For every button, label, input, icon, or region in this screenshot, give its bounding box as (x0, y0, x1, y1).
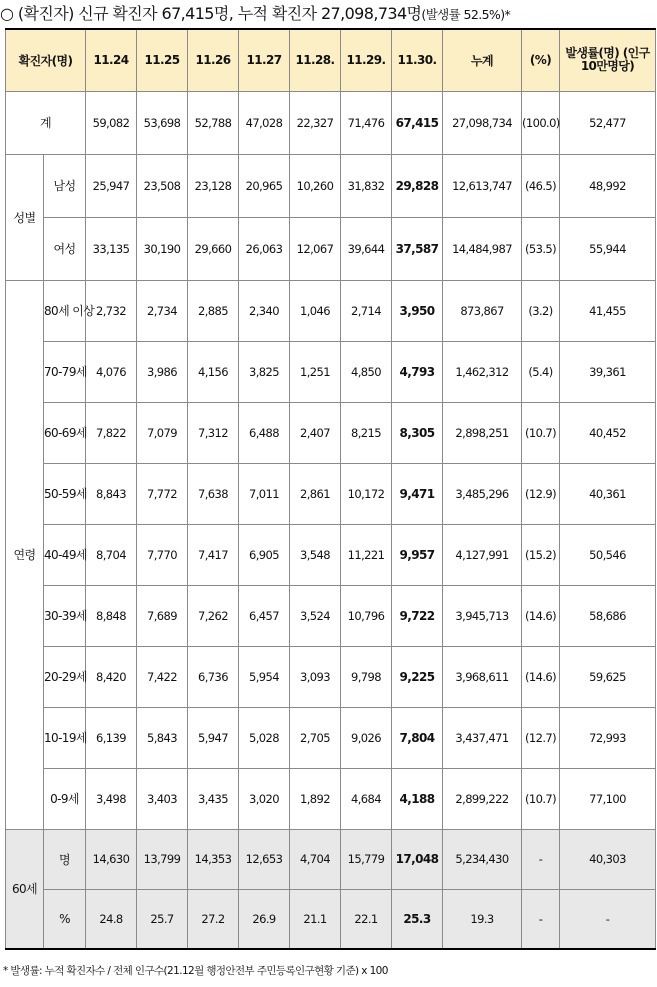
cell: 7,689 (137, 585, 188, 646)
cell-latest: 9,471 (392, 463, 443, 524)
cell: 47,028 (239, 91, 290, 154)
cell-latest: 9,957 (392, 524, 443, 585)
cell: 41,455 (560, 280, 656, 341)
cell: (12.7) (522, 707, 560, 768)
cell: 1,892 (290, 768, 341, 829)
row-label: 70-79세 (44, 341, 86, 402)
cell: (14.6) (522, 646, 560, 707)
row-label: 남성 (44, 154, 86, 217)
cell: 72,993 (560, 707, 656, 768)
table-row (6, 402, 656, 463)
cell: 48,992 (560, 154, 656, 217)
table-row (6, 768, 656, 829)
cell: 1,462,312 (443, 341, 522, 402)
cell: 10,260 (290, 154, 341, 217)
table-row (6, 217, 656, 280)
cell: - (522, 889, 560, 949)
cell: 4,127,991 (443, 524, 522, 585)
cell: 7,011 (239, 463, 290, 524)
row-label: 50-59세 (44, 463, 86, 524)
cell: 4,076 (86, 341, 137, 402)
cell-latest: 37,587 (392, 217, 443, 280)
cell: 13,799 (137, 829, 188, 889)
cell: 39,644 (341, 217, 392, 280)
cell: 8,848 (86, 585, 137, 646)
cell: (10.7) (522, 402, 560, 463)
cell: 6,457 (239, 585, 290, 646)
cell: 2,861 (290, 463, 341, 524)
cell: 2,899,222 (443, 768, 522, 829)
cell: 27,098,734 (443, 91, 522, 154)
group-label-age: 연령 (6, 280, 44, 829)
cell: 22,327 (290, 91, 341, 154)
cell: 39,361 (560, 341, 656, 402)
cell: 59,625 (560, 646, 656, 707)
cell-latest: 9,722 (392, 585, 443, 646)
cell-latest: 17,048 (392, 829, 443, 889)
cell: 2,734 (137, 280, 188, 341)
cell: 6,736 (188, 646, 239, 707)
cell: 6,905 (239, 524, 290, 585)
cell: 4,156 (188, 341, 239, 402)
cell: 2,340 (239, 280, 290, 341)
cell-latest: 25.3 (392, 889, 443, 949)
cell: 7,822 (86, 402, 137, 463)
cell: 4,704 (290, 829, 341, 889)
row-label: 40-49세 (44, 524, 86, 585)
cell: 6,488 (239, 402, 290, 463)
cell: (3.2) (522, 280, 560, 341)
cell: 26,063 (239, 217, 290, 280)
cell: 22.1 (341, 889, 392, 949)
cell: 3,986 (137, 341, 188, 402)
table-row (6, 280, 656, 341)
cell: 59,082 (86, 91, 137, 154)
header-date: 11.24 (86, 29, 137, 91)
cell: - (560, 889, 656, 949)
cell: 5,843 (137, 707, 188, 768)
cell: 29,660 (188, 217, 239, 280)
cell: (100.0) (522, 91, 560, 154)
header-percent: (%) (522, 29, 560, 91)
cell: 25,947 (86, 154, 137, 217)
table-row (6, 463, 656, 524)
cell: 873,867 (443, 280, 522, 341)
footnote: * 발생률: 누적 확진자수 / 전체 인구수(21.12월 행정안전부 주민등록인구현황 기준) x 100 (3, 965, 388, 977)
cell: 21.1 (290, 889, 341, 949)
table-row (6, 829, 656, 889)
cell: 3,437,471 (443, 707, 522, 768)
header-date: 11.29. (341, 29, 392, 91)
cell: 8,704 (86, 524, 137, 585)
cell-latest: 67,415 (392, 91, 443, 154)
cell: 3,968,611 (443, 646, 522, 707)
cell: 19.3 (443, 889, 522, 949)
cell: 7,417 (188, 524, 239, 585)
cell: 33,135 (86, 217, 137, 280)
header-date: 11.25 (137, 29, 188, 91)
cell: 1,046 (290, 280, 341, 341)
cell: (15.2) (522, 524, 560, 585)
header-date: 11.30. (392, 29, 443, 91)
title-note: (발생률 52.5%)* (421, 7, 511, 22)
table-row (6, 707, 656, 768)
cell-latest: 3,950 (392, 280, 443, 341)
section-title (0, 0, 657, 28)
group-label-over60: 60세 (6, 829, 44, 949)
cell: 7,770 (137, 524, 188, 585)
cell: 23,508 (137, 154, 188, 217)
cell: 1,251 (290, 341, 341, 402)
table-row (6, 341, 656, 402)
cell: 3,548 (290, 524, 341, 585)
cell-latest: 8,305 (392, 402, 443, 463)
cell: 8,843 (86, 463, 137, 524)
row-label: 30-39세 (44, 585, 86, 646)
header-cumulative: 누계 (443, 29, 522, 91)
cell: 10,796 (341, 585, 392, 646)
cell: 2,407 (290, 402, 341, 463)
cell: 5,947 (188, 707, 239, 768)
table-row (6, 889, 656, 949)
cell: 40,303 (560, 829, 656, 889)
cell-latest: 9,225 (392, 646, 443, 707)
cell: 7,638 (188, 463, 239, 524)
cell: 9,026 (341, 707, 392, 768)
cell: 50,546 (560, 524, 656, 585)
table-row (6, 524, 656, 585)
cell: 2,898,251 (443, 402, 522, 463)
cell: 8,420 (86, 646, 137, 707)
cell: 55,944 (560, 217, 656, 280)
header-date: 11.27 (239, 29, 290, 91)
cell: 20,965 (239, 154, 290, 217)
cell: 3,435 (188, 768, 239, 829)
cell: (12.9) (522, 463, 560, 524)
row-label: 10-19세 (44, 707, 86, 768)
row-label: 60-69세 (44, 402, 86, 463)
cell: 40,361 (560, 463, 656, 524)
cell: 71,476 (341, 91, 392, 154)
cell-latest: 4,793 (392, 341, 443, 402)
cell: 2,885 (188, 280, 239, 341)
cell: 25.7 (137, 889, 188, 949)
title-lead: (확진자) (17, 4, 74, 23)
cell: 31,832 (341, 154, 392, 217)
cell: 5,954 (239, 646, 290, 707)
cell: - (522, 829, 560, 889)
cell: 12,067 (290, 217, 341, 280)
cell: 30,190 (137, 217, 188, 280)
cell: 3,945,713 (443, 585, 522, 646)
cell: 7,262 (188, 585, 239, 646)
row-label: 여성 (44, 217, 86, 280)
cell: 9,798 (341, 646, 392, 707)
cell-latest: 4,188 (392, 768, 443, 829)
title-text: 신규 확진자 67,415명, 누적 확진자 27,098,734명 (78, 4, 422, 23)
header-date: 11.28. (290, 29, 341, 91)
cell: (14.6) (522, 585, 560, 646)
cell: 77,100 (560, 768, 656, 829)
cell: 7,312 (188, 402, 239, 463)
cell: 3,020 (239, 768, 290, 829)
header-date: 11.26 (188, 29, 239, 91)
cell: 3,524 (290, 585, 341, 646)
cell: 15,779 (341, 829, 392, 889)
cell: 5,234,430 (443, 829, 522, 889)
cell: 52,477 (560, 91, 656, 154)
table-row (6, 154, 656, 217)
cell: (10.7) (522, 768, 560, 829)
cell: 40,452 (560, 402, 656, 463)
header-row (6, 29, 656, 91)
cell: 12,653 (239, 829, 290, 889)
row-label: 명 (44, 829, 86, 889)
cell: 12,613,747 (443, 154, 522, 217)
table-row (6, 646, 656, 707)
cell-latest: 7,804 (392, 707, 443, 768)
table-row-total (6, 91, 656, 154)
cell: 7,079 (137, 402, 188, 463)
circle-marker: ○ (0, 4, 14, 23)
cell: 8,215 (341, 402, 392, 463)
cell: 5,028 (239, 707, 290, 768)
row-label: 계 (6, 91, 86, 154)
cell: 7,422 (137, 646, 188, 707)
cell: 3,485,296 (443, 463, 522, 524)
cell: 2,714 (341, 280, 392, 341)
cell: 27.2 (188, 889, 239, 949)
cell: 2,705 (290, 707, 341, 768)
cell-latest: 29,828 (392, 154, 443, 217)
row-label: % (44, 889, 86, 949)
cell: 3,825 (239, 341, 290, 402)
cell: 4,850 (341, 341, 392, 402)
cell: (46.5) (522, 154, 560, 217)
cell: 3,403 (137, 768, 188, 829)
cell: 3,093 (290, 646, 341, 707)
cell: 14,353 (188, 829, 239, 889)
cell: 24.8 (86, 889, 137, 949)
cell: 7,772 (137, 463, 188, 524)
confirmed-cases-table (5, 28, 656, 950)
row-label: 20-29세 (44, 646, 86, 707)
group-label-sex: 성별 (6, 154, 44, 280)
cell: 11,221 (341, 524, 392, 585)
cell: 14,484,987 (443, 217, 522, 280)
cell: (53.5) (522, 217, 560, 280)
cell: 52,788 (188, 91, 239, 154)
cell: 14,630 (86, 829, 137, 889)
row-label: 0-9세 (44, 768, 86, 829)
header-corner: 확진자(명) (6, 29, 86, 91)
cell: 53,698 (137, 91, 188, 154)
table-row (6, 585, 656, 646)
cell: 2,732 (86, 280, 137, 341)
cell: 6,139 (86, 707, 137, 768)
cell: 23,128 (188, 154, 239, 217)
cell: 3,498 (86, 768, 137, 829)
cell: 58,686 (560, 585, 656, 646)
cell: 26.9 (239, 889, 290, 949)
cell: 10,172 (341, 463, 392, 524)
cell: (5.4) (522, 341, 560, 402)
header-incidence: 발생률(명) (인구 10만명당) (560, 29, 656, 91)
row-label: 80세 이상 (44, 280, 86, 341)
cell: 4,684 (341, 768, 392, 829)
